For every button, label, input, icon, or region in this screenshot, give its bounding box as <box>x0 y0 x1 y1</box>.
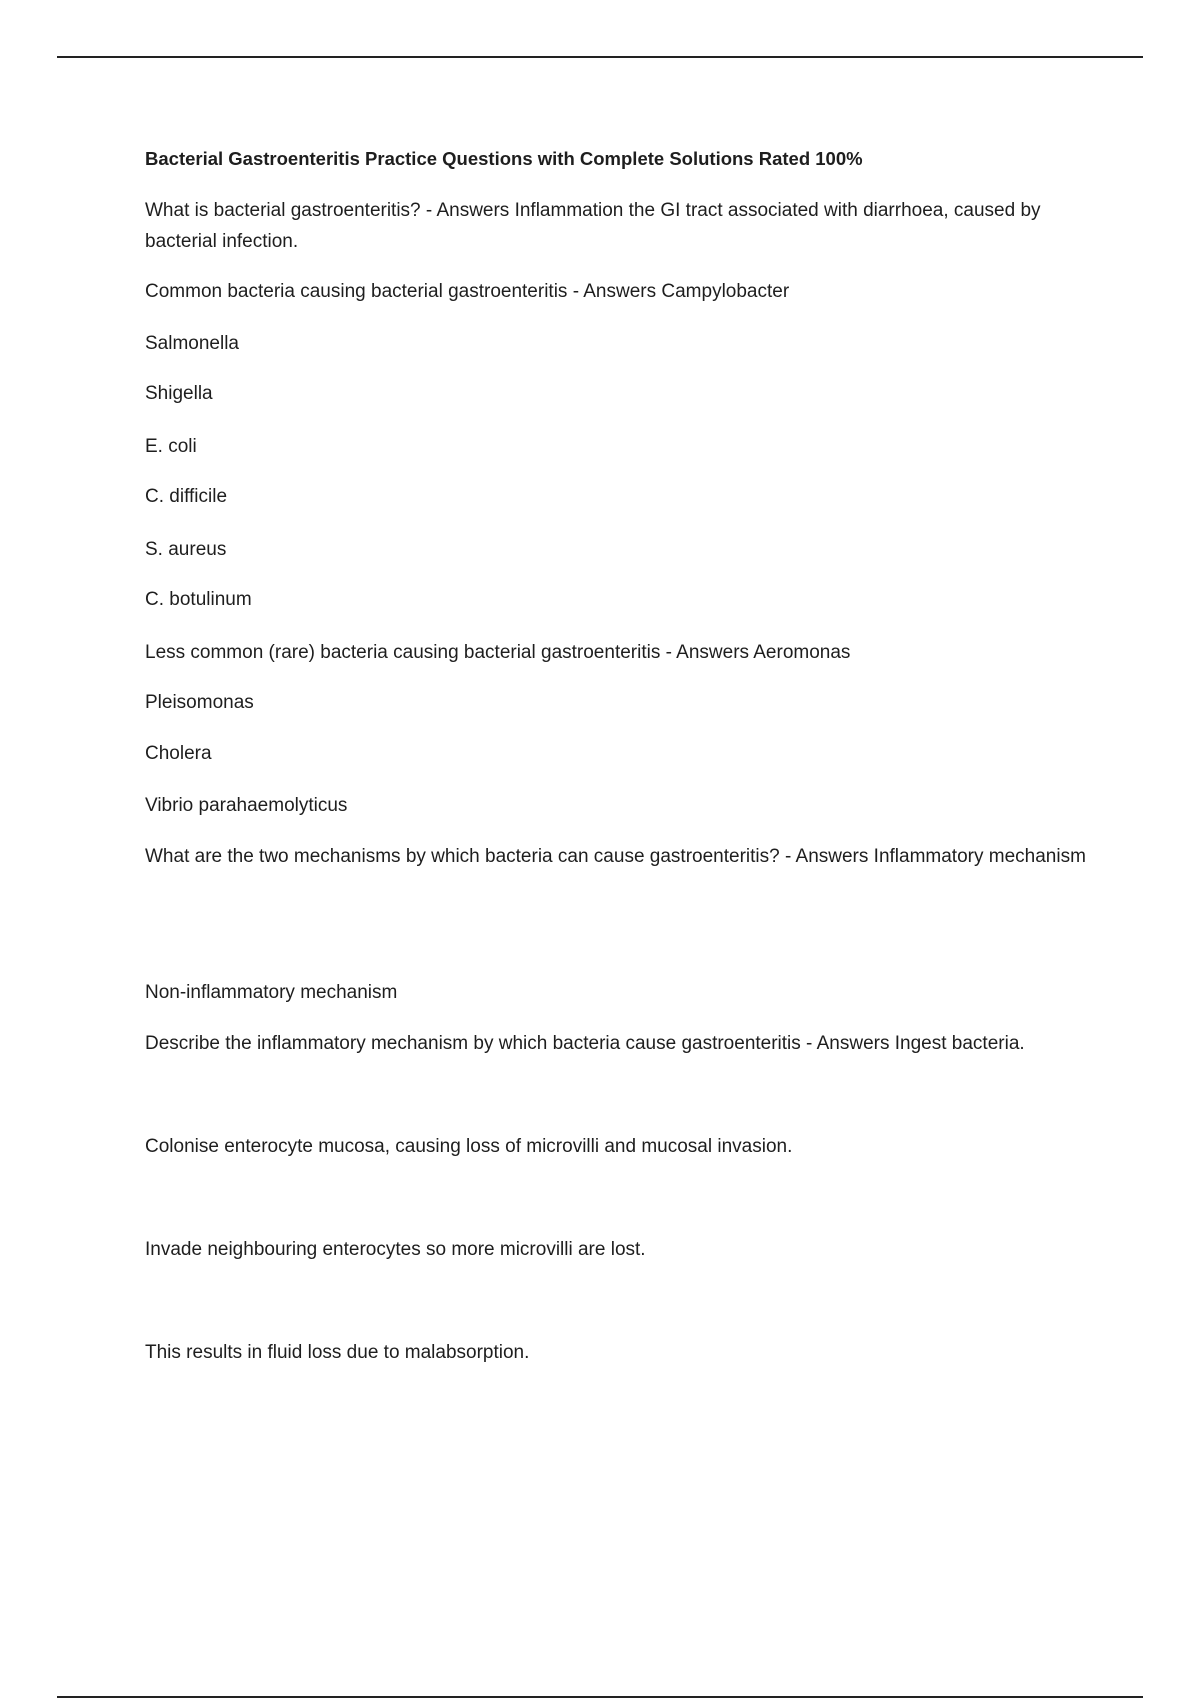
list-item: Invade neighbouring enterocytes so more microvilli are lost. <box>145 1239 646 1260</box>
qa-item: What is bacterial gastroenteritis? - Answers Inflammation the GI tract associated with diarrhoea, caused by bacterial infection. <box>145 200 1041 252</box>
list-item: Non-inflammatory mechanism <box>145 982 398 1003</box>
qa-item: Common bacteria causing bacterial gastroenteritis - Answers Campylobacter <box>145 281 790 302</box>
list-item: C. botulinum <box>145 589 252 610</box>
qa-item: Less common (rare) bacteria causing bacterial gastroenteritis - Answers Aeromonas <box>145 642 851 663</box>
list-item: Cholera <box>145 743 212 764</box>
list-item: Shigella <box>145 383 213 404</box>
list-item: Colonise enterocyte mucosa, causing loss of microvilli and mucosal invasion. <box>145 1136 793 1157</box>
footer-rule <box>57 1696 1143 1698</box>
list-item: Vibrio parahaemolyticus <box>145 795 348 816</box>
qa-item: Describe the inflammatory mechanism by which bacteria cause gastroenteritis - Answers Ingest bacteria. <box>145 1033 1025 1054</box>
list-item: C. difficile <box>145 486 228 507</box>
header-rule <box>57 56 1143 58</box>
list-item: Salmonella <box>145 333 239 354</box>
qa-item: What are the two mechanisms by which bacteria can cause gastroenteritis? - Answers Inflammatory mechanism <box>145 846 1086 867</box>
list-item: S. aureus <box>145 539 227 560</box>
list-item: E. coli <box>145 436 197 457</box>
list-item: This results in fluid loss due to malabsorption. <box>145 1342 530 1363</box>
list-item: Pleisomonas <box>145 692 254 713</box>
document-title: Bacterial Gastroenteritis Practice Questions with Complete Solutions Rated 100% <box>145 148 863 169</box>
